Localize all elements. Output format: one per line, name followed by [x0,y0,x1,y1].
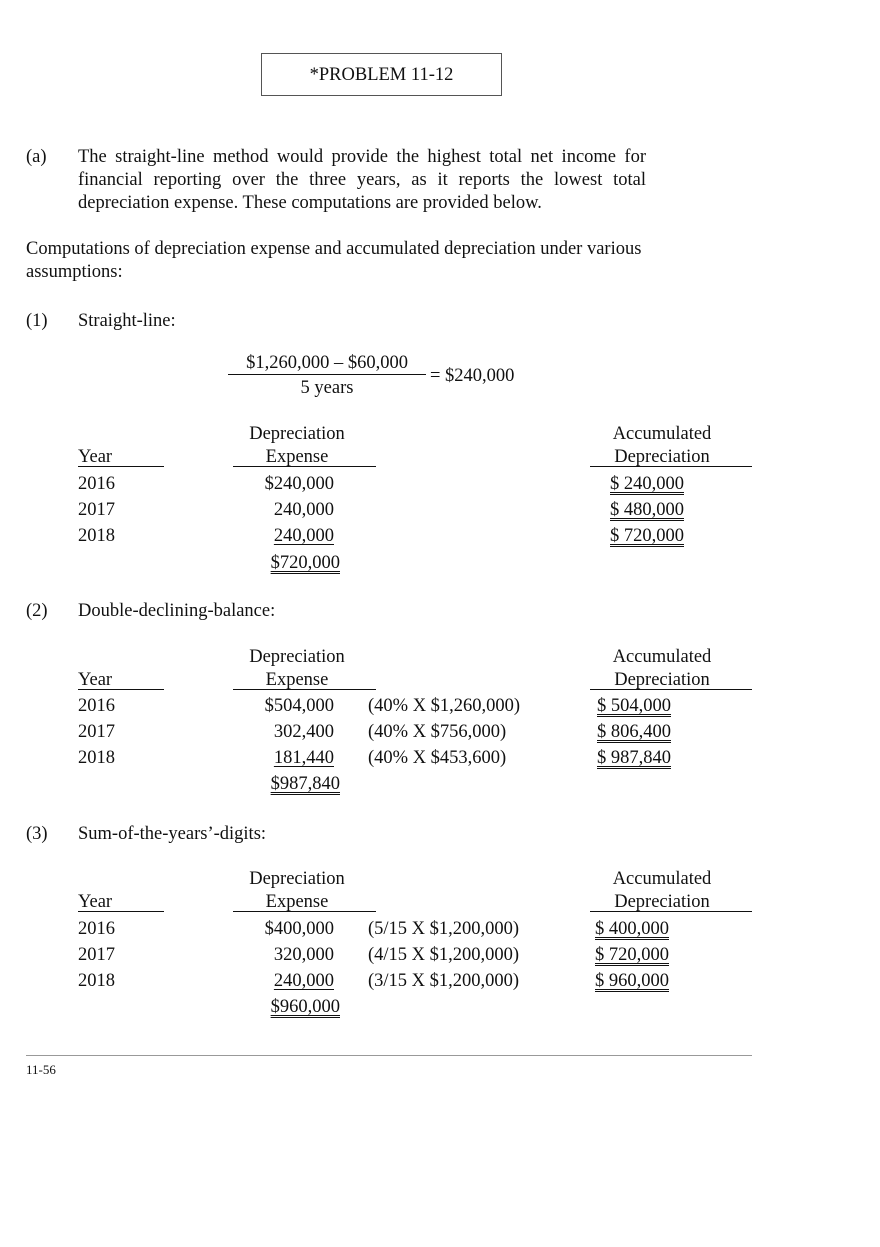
header-accumulated: Accumulated [612,424,712,444]
row-calculation: (3/15 X $1,200,000) [368,971,520,991]
row-expense: $400,000 [264,919,334,939]
section-1-number: (1) [26,311,48,331]
row-year: 2018 [78,971,115,991]
row-accumulated: $ 504,000 [597,696,671,716]
row-calculation: (5/15 X $1,200,000) [368,919,520,939]
row-expense: 320,000 [273,945,334,965]
section-1-title: Straight-line: [78,311,176,331]
row-expense: 302,400 [273,722,334,742]
row-expense: 240,000 [273,526,334,546]
header-expense: Expense [265,892,329,912]
header-depreciation-accum: Depreciation [614,447,710,467]
row-expense: 240,000 [273,500,334,520]
footer-rule [26,1055,752,1056]
header-depreciation: Depreciation [249,424,345,444]
header-depreciation: Depreciation [249,647,345,667]
row-year: 2016 [78,696,115,716]
row-expense: 240,000 [273,971,334,991]
row-accumulated: $ 240,000 [610,474,684,494]
row-year: 2016 [78,919,115,939]
row-accumulated: $ 720,000 [595,945,669,965]
header-underline [233,689,376,690]
header-depreciation-accum: Depreciation [614,670,710,690]
section-2-number: (2) [26,601,48,621]
row-year: 2018 [78,526,115,546]
header-year: Year [78,670,113,690]
header-expense: Expense [265,447,329,467]
section-3-number: (3) [26,824,48,844]
row-calculation: (40% X $756,000) [368,722,507,742]
row-accumulated: $ 400,000 [595,919,669,939]
header-depreciation: Depreciation [249,869,345,889]
row-accumulated: $ 480,000 [610,500,684,520]
header-underline [78,466,164,467]
problem-title: *PROBLEM 11-12 [309,64,454,85]
header-underline [233,911,376,912]
row-expense: $240,000 [264,474,334,494]
header-year: Year [78,447,113,467]
row-calculation: (40% X $453,600) [368,748,507,768]
row-year: 2017 [78,500,115,520]
formula-denominator: 5 years [300,378,354,398]
formula-result: = $240,000 [430,366,515,386]
total-expense: $987,840 [270,774,340,794]
header-depreciation-accum: Depreciation [614,892,710,912]
section-2-title: Double-declining-balance: [78,601,276,621]
header-underline [590,911,752,912]
row-year: 2017 [78,945,115,965]
row-expense: 181,440 [273,748,334,768]
problem-title-box [261,53,502,96]
row-expense: $504,000 [264,696,334,716]
row-accumulated: $ 806,400 [597,722,671,742]
part-a-text: The straight-line method would provide the highest total net income for financial reporting over the three years, as it reports the lowest total depreciation expense. These computations are provided below. [78,147,646,213]
row-year: 2016 [78,474,115,494]
page-number: 11-56 [26,1062,56,1077]
header-underline [78,689,164,690]
header-underline [590,689,752,690]
row-year: 2018 [78,748,115,768]
header-accumulated: Accumulated [612,647,712,667]
header-underline [78,911,164,912]
computations-intro: Computations of depreciation expense and accumulated depreciation under various assumptions: [26,239,642,282]
header-year: Year [78,892,113,912]
total-expense: $960,000 [270,997,340,1017]
part-a-label: (a) [26,147,47,167]
total-expense: $720,000 [270,553,340,573]
row-year: 2017 [78,722,115,742]
row-calculation: (4/15 X $1,200,000) [368,945,520,965]
formula-numerator: $1,260,000 – $60,000 [228,353,426,375]
header-expense: Expense [265,670,329,690]
header-accumulated: Accumulated [612,869,712,889]
header-underline [233,466,376,467]
row-calculation: (40% X $1,260,000) [368,696,521,716]
row-accumulated: $ 987,840 [597,748,671,768]
row-accumulated: $ 960,000 [595,971,669,991]
header-underline [590,466,752,467]
row-accumulated: $ 720,000 [610,526,684,546]
section-3-title: Sum-of-the-years’-digits: [78,824,267,844]
